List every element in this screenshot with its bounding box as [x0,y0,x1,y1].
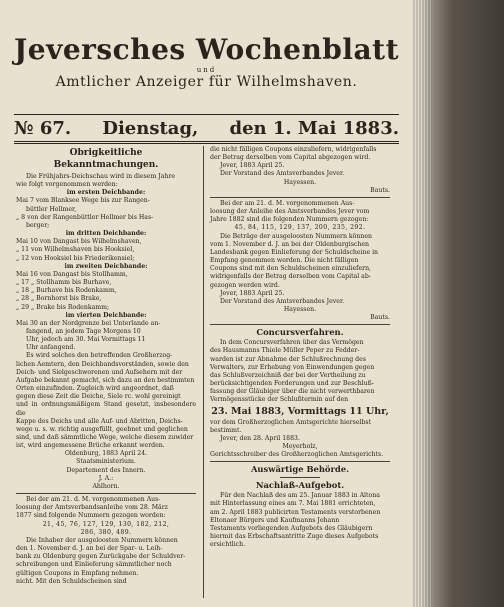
dateline: Jever, den 28. April 1883. [220,434,300,442]
dateline: Jever, 1883 April 25. [220,289,285,297]
text-line: ist, wird angemessene Brüche erkannt werden. [16,442,165,450]
text-line: Landesbank gegen Einlieferung der Schuldscheine in [210,248,379,256]
signature-name: Hayessen. [283,305,317,313]
text-line: warden ist zur Abnahme der Schlußrechnung des [210,355,366,363]
masthead-und: und [196,66,217,74]
text-line: fassung der Gläubiger über die nicht verwerthbaren [210,388,375,396]
issue-date: den 1. Mai 1883. [229,118,399,139]
masthead-rule-bottom [14,141,399,142]
text-line: Aufgabe bekannt gemacht, sich dazu an den bestimmten [16,376,195,384]
signature-name: Bauts. [370,314,390,322]
text-line: loosung der Anleihe des Amtsverbandes Jever vom [210,208,370,216]
masthead [14,34,399,91]
drawn-numbers: 21, 45, 76, 127, 129, 130, 182, 212, [42,520,170,528]
newspaper-title: Jeversches Wochenblatt [14,33,400,66]
text-line: „ 29 „ Brake bis Rodenkamm; [16,303,110,311]
text-line: In dem Concursverfahren über das Vermögen [220,339,364,347]
text-line: Es wird solches den betreffenden Großherzog- [26,352,173,360]
signature-prefix: J. A.: [98,474,114,482]
text-line: Die Beträge der ausgeloosten Nummern können [220,232,373,240]
text-line: 1877 sind folgende Nummern gezogen worden: [16,512,166,520]
text-line: Bei der am 21. d. M. vorgenommenen Aus- [26,496,161,504]
separator [210,461,390,462]
signature-name: Ahlhorn. [92,482,120,490]
section-heading-estate: Nachlaß-Aufgebot. [255,480,345,491]
newspaper-subtitle: Amtlicher Anzeiger für Wilhelmshaven. [55,74,358,90]
text-line: gezogen werden wird. [210,281,280,289]
text-line: berger; [26,221,50,229]
text-line: „ 28 „ Bornhorst bis Brake, [16,295,102,303]
text-line: Die Frühjahrs-Deichschau wird in diesem Jahre [26,173,176,180]
masthead-rule-top [14,114,399,115]
text-line: wege u. s. w. richtig ausgefüllt, geebnet und geglichen [16,425,188,433]
separator [210,197,390,198]
text-line: Orten einzufinden. Zugleich wird angeordnet, daß [16,385,174,393]
signature-name: Hayessen. [283,178,317,186]
text-line: hiermit das Erbschaftsantritte Zuge dieses Aufgebots [210,533,379,541]
text-line: mit Hinterlassung eines am 7. Mai 1881 errichteten, [210,500,376,508]
section-heading-external: Auswärtige Behörde. [250,464,350,475]
separator-short [280,477,320,478]
issue-number: № 67. [14,118,72,139]
text-line: loosung der Amtsverbandsanleihe vom 28. März [16,504,168,512]
dateline: Oldenburg, 1883 April 24. [64,450,148,458]
text-line: gegen diese Zeit die Deiche, Siele rc. wohl gereinigt [16,393,181,401]
board-name: Der Vorstand des Amtsverbandes Jever. [220,297,345,305]
text-line: gültigen Coupons in Empfang nehmen. [16,569,139,577]
text-line: fangend, an jedem Tage Morgens 10 [26,327,141,335]
signature-name: Bauts. [370,186,390,194]
text-line: „ 17 „ Stollhamm bis Burhave, [16,279,112,287]
issue-line [14,118,399,139]
section-heading-concurs: Concursverfahren. [256,327,344,338]
text-line: Uhr, jedoch am 30. Mai Vormittags 11 [26,336,146,344]
text-line: Mai 16 von Dangast bis Stollhamm, [16,270,128,278]
subheading-band-3: im dritten Deichbande: [65,230,147,238]
text-line: Für den Nachlaß des am 25. Januar 1883 in Altona [220,492,380,500]
text-line: wie folgt vorgenommen werden: [16,181,118,189]
text-line: „ 12 von Hooksiel bis Friederikensiel; [16,254,135,262]
text-line: Mai 30 an der Nordgrenze bei Unterlande an- [16,319,161,327]
subheading-band-4: im vierten Deichbande: [65,311,147,319]
page-edge-lines [412,0,432,607]
text-line: am 2. April 1883 publicirten Testaments verstorbenen [210,508,381,516]
text-line: bank zu Oldenburg gegen Zurückgabe der Schuldver- [16,553,186,561]
text-line: vom 1. November d. J. an bei der Oldenburgischen [210,240,369,248]
text-line: und in ordnungsmäßigem Stand gesetzt, insbesondere die [16,401,196,417]
separator [210,324,390,325]
subheading-band-1: im ersten Deichbande: [66,189,146,197]
section-heading-official: Obrigkeitliche Bekanntmachungen. [53,148,159,170]
right-column [210,146,390,549]
text-line: Kappe des Deichs und alle Auf- und Abritten, Deichs- [16,417,183,425]
text-line: Coupons sind mit den Schuldscheinen einzuliefern, [210,265,372,273]
signature-name: Meyerholz, [282,443,318,450]
text-line: des Hausmanns Thiele Müller Peper zu Fedder- [210,347,360,355]
issue-day: Dienstag, [102,118,199,139]
text-line: sind, und daß sämmtliche Wege, welche diesem zuwider [16,434,194,441]
text-line: bestimmt. [210,426,242,434]
text-line: Deich- und Sielgeschworenen und Aufsehern mit der [16,368,183,376]
text-line: „ 11 von Wilhelmshaven bis Hooksiel, [16,246,135,254]
text-line: ersichtlich. [210,541,246,549]
text-line: nicht. Mit den Schuldscheinen sind [16,577,127,585]
hearing-date: 23. Mai 1883, Vormittags 11 Uhr, [211,405,389,417]
text-line: Testaments vorliegenden Aufgebots des Gläubigern [210,524,373,532]
text-line: die nicht fälligen Coupons einzuliefern, widrigenfalls [210,146,377,153]
text-line: Uhr anfangend. [26,344,76,352]
separator [16,493,196,494]
left-column [16,146,196,586]
dateline: Jever, 1883 April 25. [220,162,285,170]
text-line: der Betrag derselben vom Capital abgezogen wird. [210,154,371,162]
text-line: Eltonaer Bürgers und Kaufmanns Johann [210,516,340,524]
text-line: widrigenfalls der Betrag derselben vom Capital ab- [210,273,371,281]
text-line: schreibungen und Einlieferung sämmtlicher noch [16,561,172,569]
signature-title: Gerichtsschreiber des Großherzoglichen Amtsgerichts. [210,451,384,459]
text-line: büttler Hellmer, [26,205,77,213]
text-line: Verwalters, zur Erhebung von Einwendungen gegen [210,363,375,371]
text-line: Empfang genommen werden. Die nicht fälligen [210,257,359,265]
text-line: berücksichtigenden Forderungen und zur Beschluß- [210,380,374,388]
drawn-numbers: 286, 380, 489. [80,528,132,536]
department-name: Departement des Innern. [66,466,146,474]
board-name: Der Vorstand des Amtsverbandes Jever. [220,170,345,178]
masthead-rule-double [14,143,399,144]
text-line: vor dem Großherzoglichen Amtsgerichte hierselbst [210,418,372,426]
text-line: „ 8 von der Rangenbüttler Hellmer bis Has- [16,213,154,221]
text-line: Mai 7 vom Blanksee Wege bis zur Rangen- [16,197,150,205]
drawn-numbers: 45, 84, 115, 129, 137, 200, 235, 292. [234,224,366,232]
text-line: lichen Aemtern, den Deichbandsvorständen, sowie den [16,360,189,368]
subheading-band-2: im zweiten Deichbande: [64,262,148,270]
text-line: Vermögensstücke der Schlußtermin auf den [210,396,349,404]
text-line: den 1. November d. J. an bei der Spar- u. Leih- [16,545,163,553]
text-line: Die Inhaber der ausgeloosten Nummern können [26,536,178,544]
authority-name: Staatsministerium. [76,458,136,466]
text-line: das Schlußverzeichniß der bei der Vertheilung zu [210,371,366,379]
text-line: „ 18 „ Burhave bis Rodenkamm, [16,287,117,295]
text-line: Mai 10 von Dangast bis Wilhelmshaven, [16,238,142,246]
text-line: Bei der am 21. d. M. vorgenommenen Aus- [220,199,355,207]
text-line: Jahre 1882 sind die folgenden Nummern gezogen: [210,216,369,224]
column-divider [203,146,204,598]
